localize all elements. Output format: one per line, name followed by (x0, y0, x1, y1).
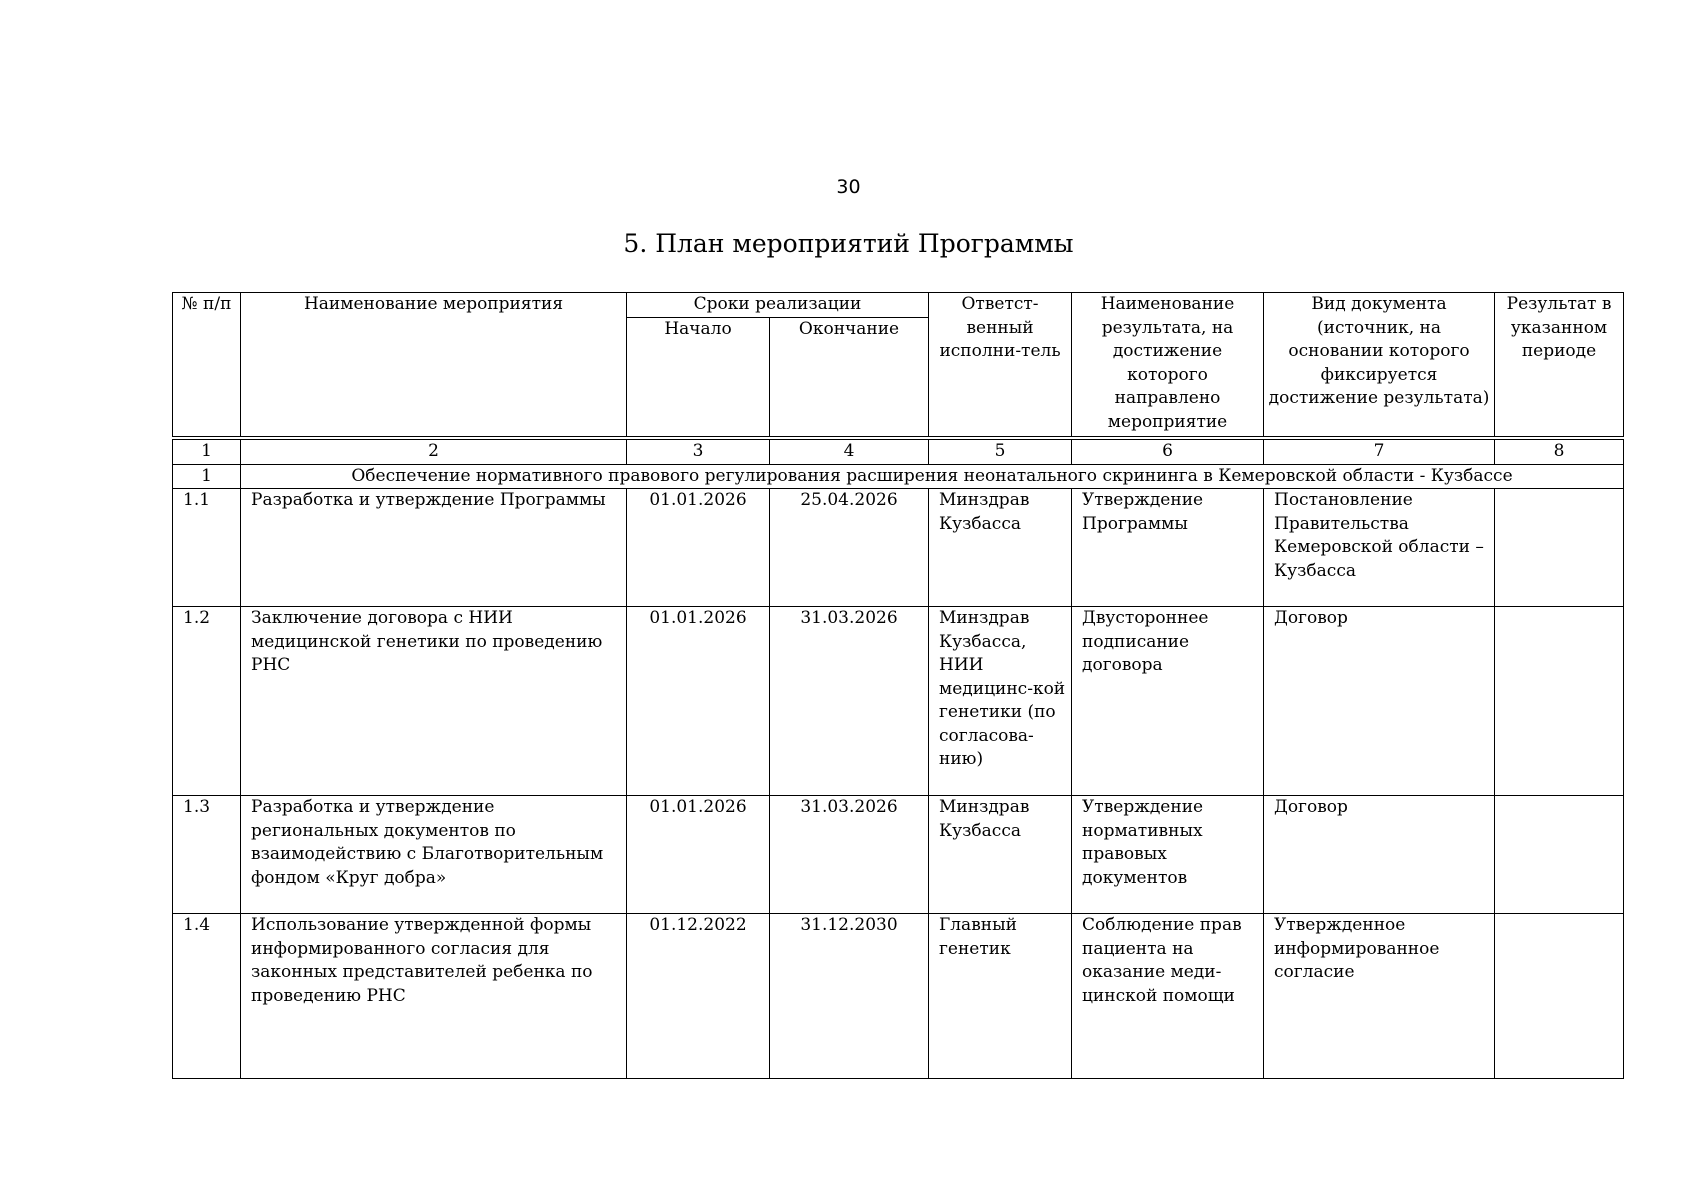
header-start: Начало (627, 317, 770, 436)
row-name: Разработка и утверждение региональных документов по взаимодействию с Благотворительным фондом «Круг добра» (241, 796, 627, 914)
row-number: 1.3 (173, 796, 241, 914)
section-row (173, 464, 1624, 489)
row-period (1495, 914, 1624, 1079)
row-executor: Главный генетик (929, 914, 1072, 1079)
row-period (1495, 489, 1624, 607)
row-start: 01.01.2026 (627, 607, 770, 796)
row-executor: Минздрав Кузбасса, НИИ медицинс-кой генетики (по согласова-нию) (929, 607, 1072, 796)
row-end: 31.03.2026 (770, 796, 929, 914)
column-number: 6 (1072, 440, 1264, 465)
row-end: 25.04.2026 (770, 489, 929, 607)
row-number: 1.4 (173, 914, 241, 1079)
column-numbers-row (173, 440, 1624, 465)
section-number: 1 (173, 464, 241, 489)
header-name: Наименование мероприятия (241, 293, 627, 437)
row-end: 31.12.2030 (770, 914, 929, 1079)
row-executor: Минздрав Кузбасса (929, 489, 1072, 607)
row-start: 01.01.2026 (627, 489, 770, 607)
header-num: № п/п (173, 293, 241, 437)
row-name: Заключение договора с НИИ медицинской генетики по проведению РНС (241, 607, 627, 796)
row-result: Соблюдение прав пациента на оказание меди-цинской помощи (1072, 914, 1264, 1079)
column-number: 3 (627, 440, 770, 465)
row-doc: Договор (1264, 607, 1495, 796)
column-number: 7 (1264, 440, 1495, 465)
row-start: 01.01.2026 (627, 796, 770, 914)
page-title: 5. План мероприятий Программы (623, 229, 1074, 258)
header-result-name: Наименование результата, на достижение которого направлено мероприятие (1072, 293, 1264, 437)
column-number: 8 (1495, 440, 1624, 465)
row-number: 1.2 (173, 607, 241, 796)
row-start: 01.12.2022 (627, 914, 770, 1079)
column-number: 4 (770, 440, 929, 465)
row-result: Утверждение нормативных правовых документов (1072, 796, 1264, 914)
row-name: Использование утвержденной формы информированного согласия для законных представителей ребенка по проведению РНС (241, 914, 627, 1079)
row-result: Двустороннее подписание договора (1072, 607, 1264, 796)
plan-table-body (172, 439, 1624, 1079)
header-doc-type: Вид документа (источник, на основании которого фиксируется достижение результата) (1264, 293, 1495, 437)
section-title: Обеспечение нормативного правового регулирования расширения неонатального скрининга в Кемеровской области - Кузбассе (241, 464, 1624, 489)
row-doc: Договор (1264, 796, 1495, 914)
row-period (1495, 607, 1624, 796)
header-end: Окончание (770, 317, 929, 436)
row-executor: Минздрав Кузбасса (929, 796, 1072, 914)
header-executor: Ответст-венный исполни-тель (929, 293, 1072, 437)
row-number: 1.1 (173, 489, 241, 607)
row-end: 31.03.2026 (770, 607, 929, 796)
column-number: 2 (241, 440, 627, 465)
column-number: 5 (929, 440, 1072, 465)
table-row (173, 914, 1624, 1079)
table-row (173, 796, 1624, 914)
header-period-result: Результат в указанном периоде (1495, 293, 1624, 437)
column-number: 1 (173, 440, 241, 465)
row-doc: Утвержденное информированное согласие (1264, 914, 1495, 1079)
table-row (173, 489, 1624, 607)
table-row (173, 607, 1624, 796)
row-period (1495, 796, 1624, 914)
row-name: Разработка и утверждение Программы (241, 489, 627, 607)
row-doc: Постановление Правительства Кемеровской области – Кузбасса (1264, 489, 1495, 607)
row-result: Утверждение Программы (1072, 489, 1264, 607)
header-terms: Сроки реализации (627, 293, 929, 318)
page-number: 30 (836, 176, 861, 198)
plan-table-header (172, 292, 1624, 437)
